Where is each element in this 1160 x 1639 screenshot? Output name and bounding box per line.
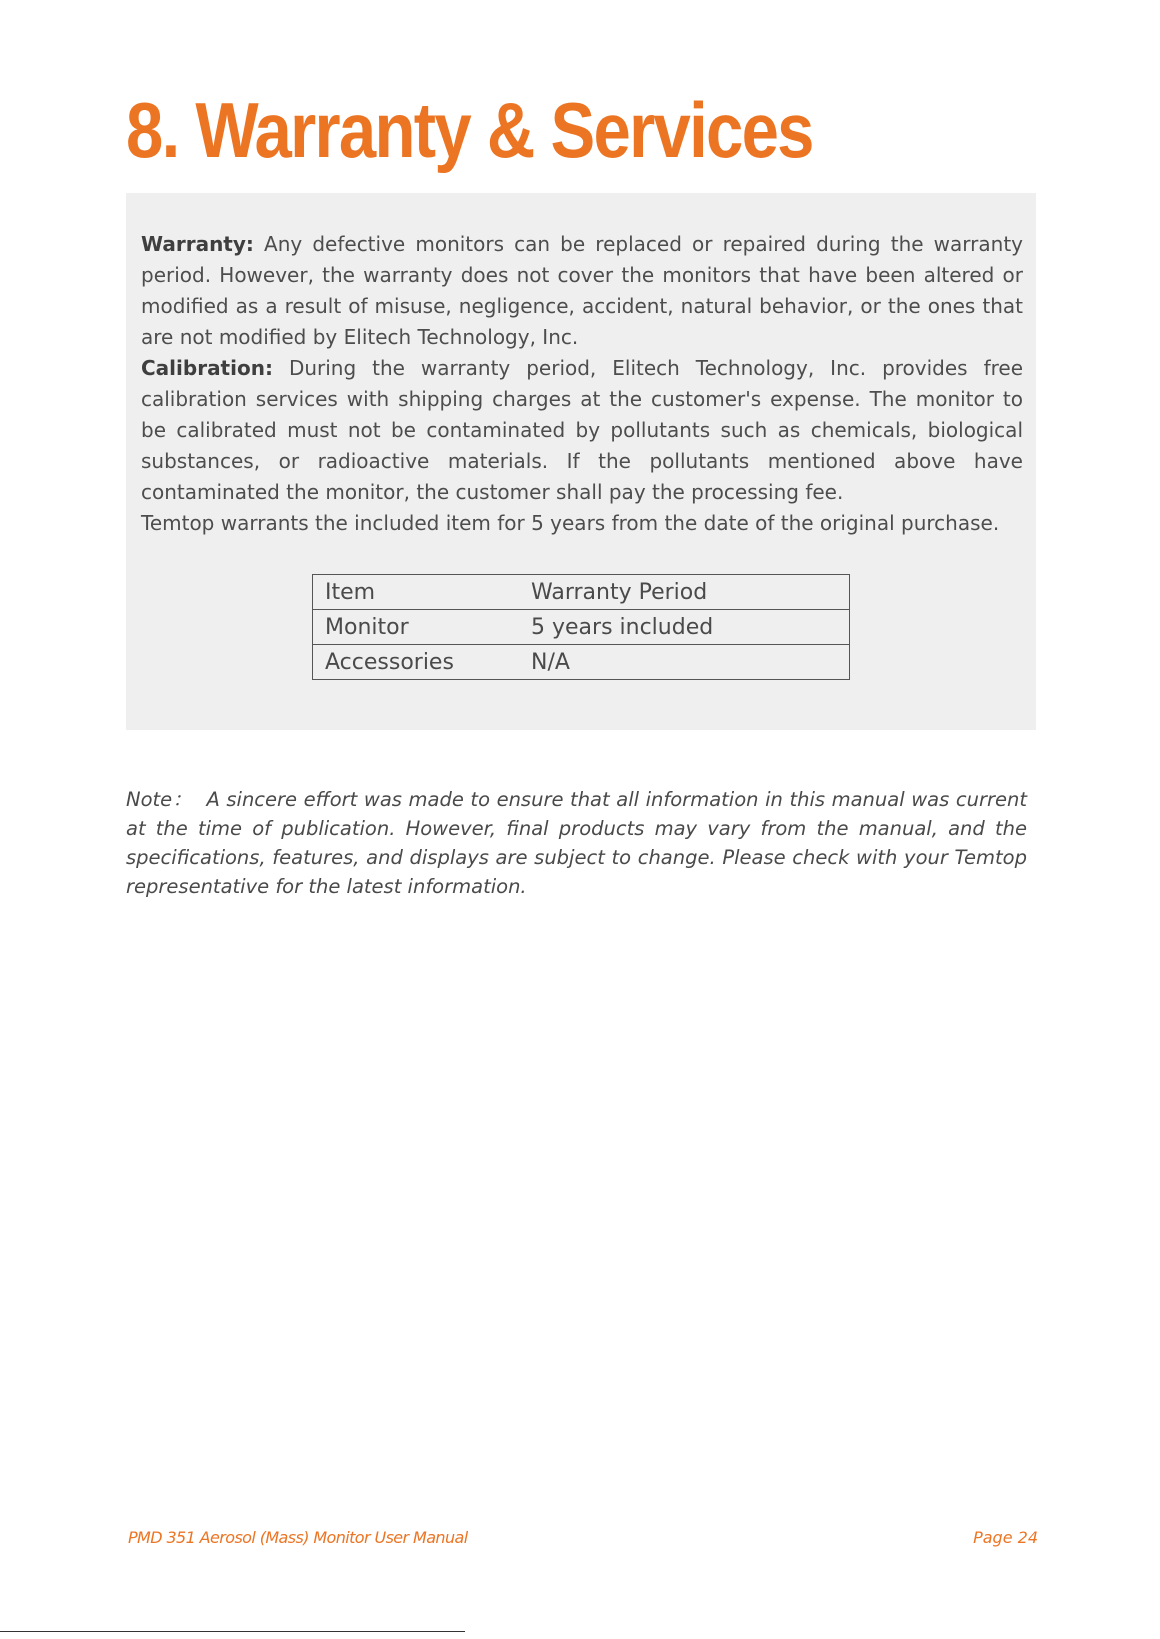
warranty-paragraph	[141, 229, 1023, 353]
note-text: A sincere effort was made to ensure that all information in this manual was current at the time of publication. However, final products may vary from the manual, and the specifications, features, and displays are subject to change. Please check with your Temtop representative for the latest information.	[126, 788, 1027, 898]
note-paragraph	[126, 785, 1027, 901]
calibration-text: During the warranty period, Elitech Technology, Inc. provides free calibration services with shipping charges at the customer's expense. The monitor to be calibrated must not be contaminated by pollutants such as chemicals, biological substances, or radioactive materials. If the pollutants mentioned above have contaminated the monitor, the customer shall pay the processing fee.	[141, 356, 1024, 504]
table-cell: N/A	[531, 645, 850, 680]
calibration-paragraph	[141, 353, 1023, 508]
warranty-period-table	[312, 574, 850, 680]
table-cell: Warranty Period	[531, 575, 850, 610]
calibration-label: Calibration:	[141, 356, 273, 380]
footer-manual-name: PMD 351 Aerosol (Mass) Monitor User Manual	[128, 1528, 468, 1547]
table-cell: Item	[313, 575, 532, 610]
table-header-row	[313, 575, 850, 610]
table-row	[313, 610, 850, 645]
table-cell: 5 years included	[531, 610, 850, 645]
note-label: Note：	[126, 788, 193, 811]
page-title: 8. Warranty & Services	[126, 86, 813, 174]
table-cell: Accessories	[313, 645, 532, 680]
table-cell: Monitor	[313, 610, 532, 645]
bottom-divider	[0, 1631, 465, 1632]
warranty-text: Any defective monitors can be replaced or repaired during the warranty period. However, the warranty does not cover the monitors that have been altered or modified as a result of misuse, negligence, accident, natural behavior, or the ones that are not modified by Elitech Technology, Inc.	[141, 232, 1023, 349]
warranty-text-block	[141, 229, 1023, 539]
warranty-statement: Temtop warrants the included item for 5 years from the date of the original purchase.	[141, 511, 1000, 535]
table-row	[313, 645, 850, 680]
warranty-info-box	[126, 193, 1036, 730]
warranty-label: Warranty:	[141, 232, 254, 256]
footer-page-number: Page 24	[973, 1528, 1038, 1547]
